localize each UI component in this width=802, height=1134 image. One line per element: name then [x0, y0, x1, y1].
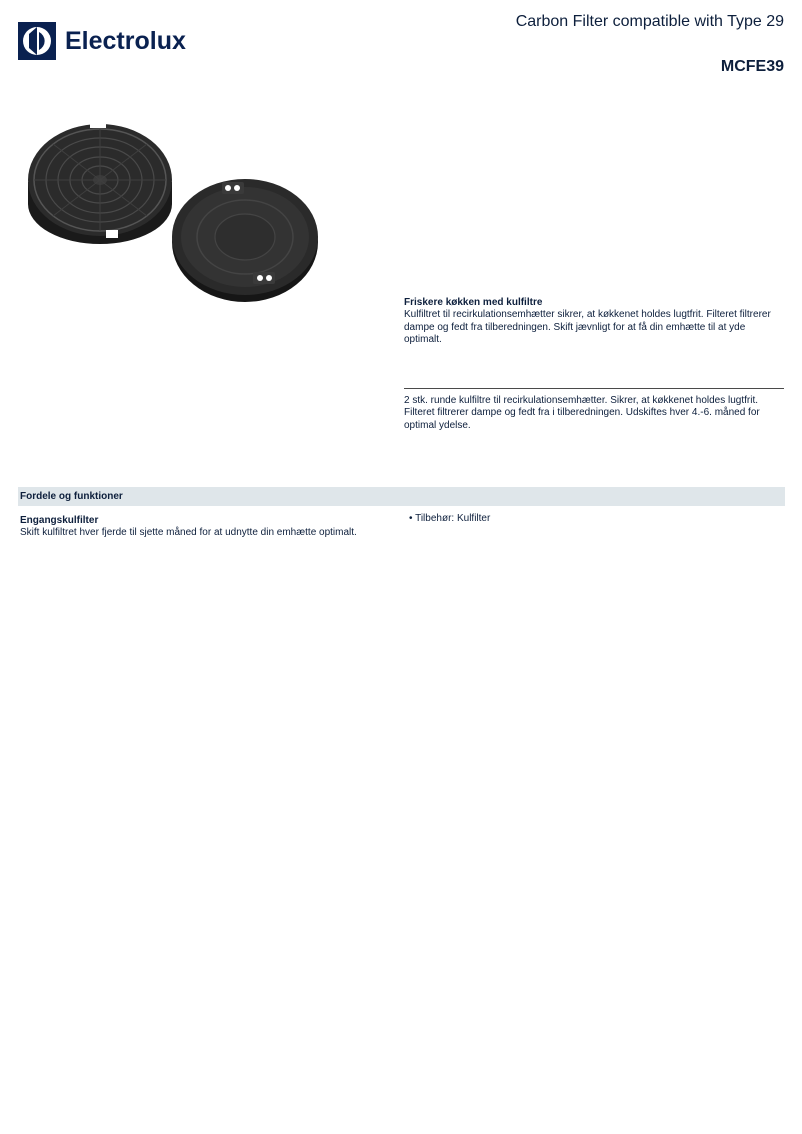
- divider: [404, 388, 784, 389]
- section-title: Fordele og funktioner: [20, 491, 123, 502]
- section-header-bar: [18, 487, 785, 506]
- electrolux-logo: [18, 22, 186, 60]
- product-image: [20, 112, 330, 312]
- spec-list: [409, 513, 490, 525]
- brand-name: Electrolux: [65, 26, 186, 55]
- product-description: 2 stk. runde kulfiltre til recirkulationsemhætter. Sikrer, at køkkenet holdes lugtfrit. Filteret filtrerer dampe og fedt fra i tilberedningen. Udskiftes hver 4.-6. måned for optimal ydelse.: [404, 395, 760, 431]
- benefit-block: [20, 515, 390, 540]
- feature-text: Kulfiltret til recirkulationsemhætter sikrer, at køkkenet holdes lugtfrit. Filteret filtrerer dampe og fedt fra tilberedningen. Skift jævnligt for at få din emhætte til at yde optimalt.: [404, 309, 771, 345]
- spec-item: • Tilbehør: Kulfilter: [409, 513, 491, 524]
- benefit-text: Skift kulfiltret hver fjerde til sjette måned for at udnytte din emhætte optimalt.: [20, 527, 357, 539]
- carbon-filter-right-image: [172, 179, 318, 302]
- benefit-title: Engangskulfilter: [20, 515, 99, 526]
- feature-block: [404, 297, 784, 346]
- carbon-filter-left-image: [28, 120, 172, 244]
- page-title: Carbon Filter compatible with Type 29: [515, 13, 784, 30]
- feature-heading: Friskere køkken med kulfiltre: [404, 297, 543, 308]
- model-code: MCFE39: [720, 58, 784, 75]
- electrolux-logo-icon: [18, 22, 56, 60]
